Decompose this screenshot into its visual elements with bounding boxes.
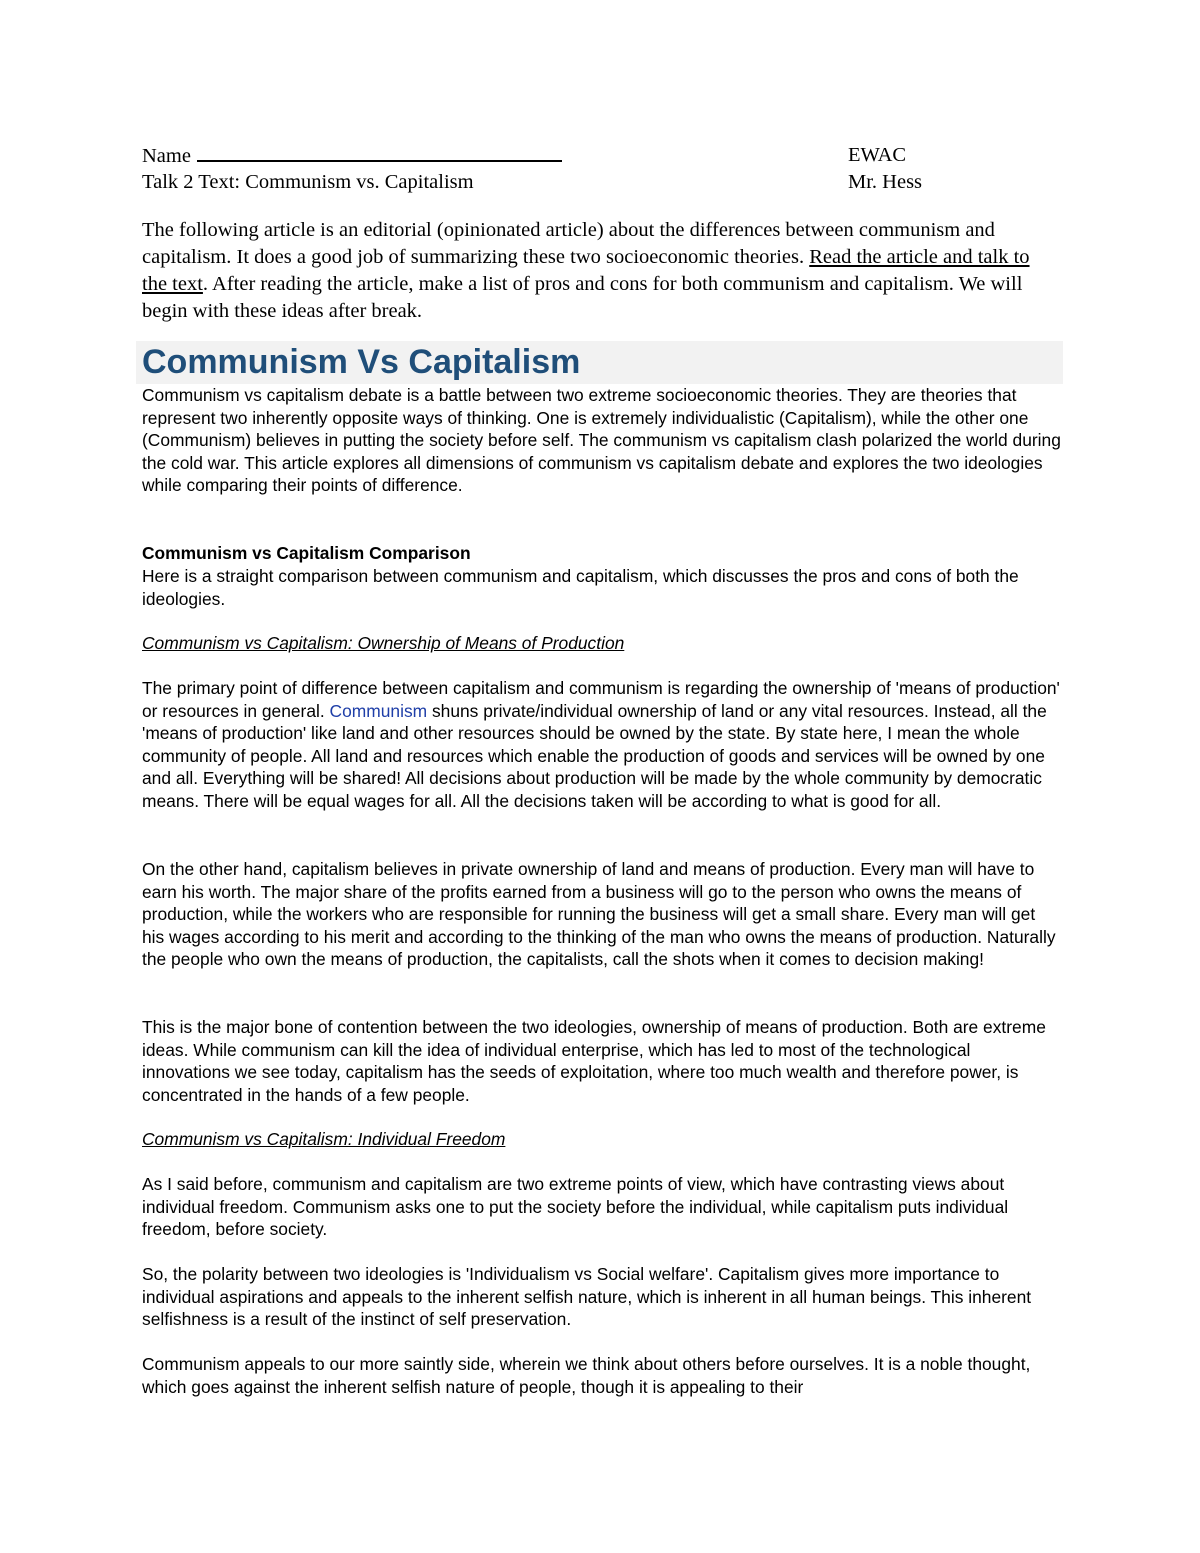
communism-link[interactable]: Communism <box>329 700 428 721</box>
name-blank-line <box>197 142 562 162</box>
section1-heading-text: Communism vs Capitalism: Ownership of Means of Production <box>142 633 625 653</box>
section2-paragraph-1: As I said before, communism and capitalism are two extreme points of view, which have contrasting views about individual freedom. Communism asks one to put the society before the individual, while capitalism puts individual freedom, before society. <box>142 1174 1009 1240</box>
section2-heading <box>142 1128 1062 1151</box>
intro-instruction: Read the article and talk to the text <box>142 246 1030 295</box>
section1-p1-text-a: The primary point of difference between capitalism and communism is regarding the ownership of 'means of production' or resources in general. <box>142 678 1060 721</box>
comparison-heading: Communism vs Capitalism Comparison <box>142 543 471 563</box>
article-lead: Communism vs capitalism debate is a battle between two extreme socioeconomic theories. They are theories that represent two inherently opposite ways of thinking. One is extremely individualistic (Capitalism), while the other one (Communism) believes in putting the society before self. The communism vs capitalism clash polarized the world during the cold war. This article explores all dimensions of communism vs capitalism debate and explores the two ideologies while comparing their points of difference. <box>142 385 1061 496</box>
comparison-text: Here is a straight comparison between communism and capitalism, which discusses the pros and cons of both the ideologies. <box>142 566 1019 609</box>
name-label: Name <box>142 145 191 167</box>
teacher-name: Mr. Hess <box>848 171 923 193</box>
section1-paragraph-1 <box>142 677 1062 813</box>
org-label: EWAC <box>848 144 907 166</box>
header-row-2 <box>142 169 942 196</box>
intro-text-1: The following article is an editorial (opinionated article) about the differences between communism and capitalism. It does a good job of summarizing these two socioeconomic theories. <box>142 219 995 268</box>
intro-paragraph <box>142 217 1042 325</box>
article-title: Communism Vs Capitalism <box>142 343 581 381</box>
section1-p1-text-b: shuns private/individual ownership of land or any vital resources. Instead, all the 'means of production' like land and other resources should be owned by the state. By state here, I mean the whole community of people. All land and resources which enable the production of goods and services will be owned by one and all. Everything will be shared! All decisions about production will be made by the whole community by democratic means. There will be equal wages for all. All the decisions taken will be according to what is good for all. <box>142 700 1047 811</box>
assignment-title: Talk 2 Text: Communism vs. Capitalism <box>142 171 474 193</box>
section2-paragraph-2: So, the polarity between two ideologies is 'Individualism vs Social welfare'. Capitalism gives more importance to individual aspirations and appeals to the inherent selfish nature, which is inherent in all human beings. This inherent selfishness is a result of the instinct of self preservation. <box>142 1264 1032 1330</box>
intro-text-2: . After reading the article, make a list of pros and cons for both communism and capitalism. We will begin with these ideas after break. <box>142 273 1023 322</box>
section2-paragraph-3: Communism appeals to our more saintly side, wherein we think about others before ourselves. It is a noble thought, which goes against the inherent selfish nature of people, though it is appealing to their <box>142 1354 1031 1397</box>
section1-paragraph-2: On the other hand, capitalism believes in private ownership of land and means of production. Every man will have to earn his worth. The major share of the profits earned from a business will go to the person who owns the means of production, while the workers who are responsible for running the business will get a small share. Every man will get his wages according to his merit and according to the thinking of the man who owns the means of production. Naturally the people who own the means of production, the capitalists, call the shots when it comes to decision making! <box>142 859 1056 970</box>
section1-paragraph-3: This is the major bone of contention between the two ideologies, ownership of means of production. Both are extreme ideas. While communism can kill the idea of individual enterprise, which has led to most of the technological innovations we see today, capitalism has the seeds of exploitation, where too much wealth and therefore power, is concentrated in the hands of a few people. <box>142 1017 1046 1105</box>
header-row-1 <box>142 142 942 169</box>
section1-heading <box>142 632 1062 655</box>
section2-heading-text: Communism vs Capitalism: Individual Freedom <box>142 1129 506 1149</box>
